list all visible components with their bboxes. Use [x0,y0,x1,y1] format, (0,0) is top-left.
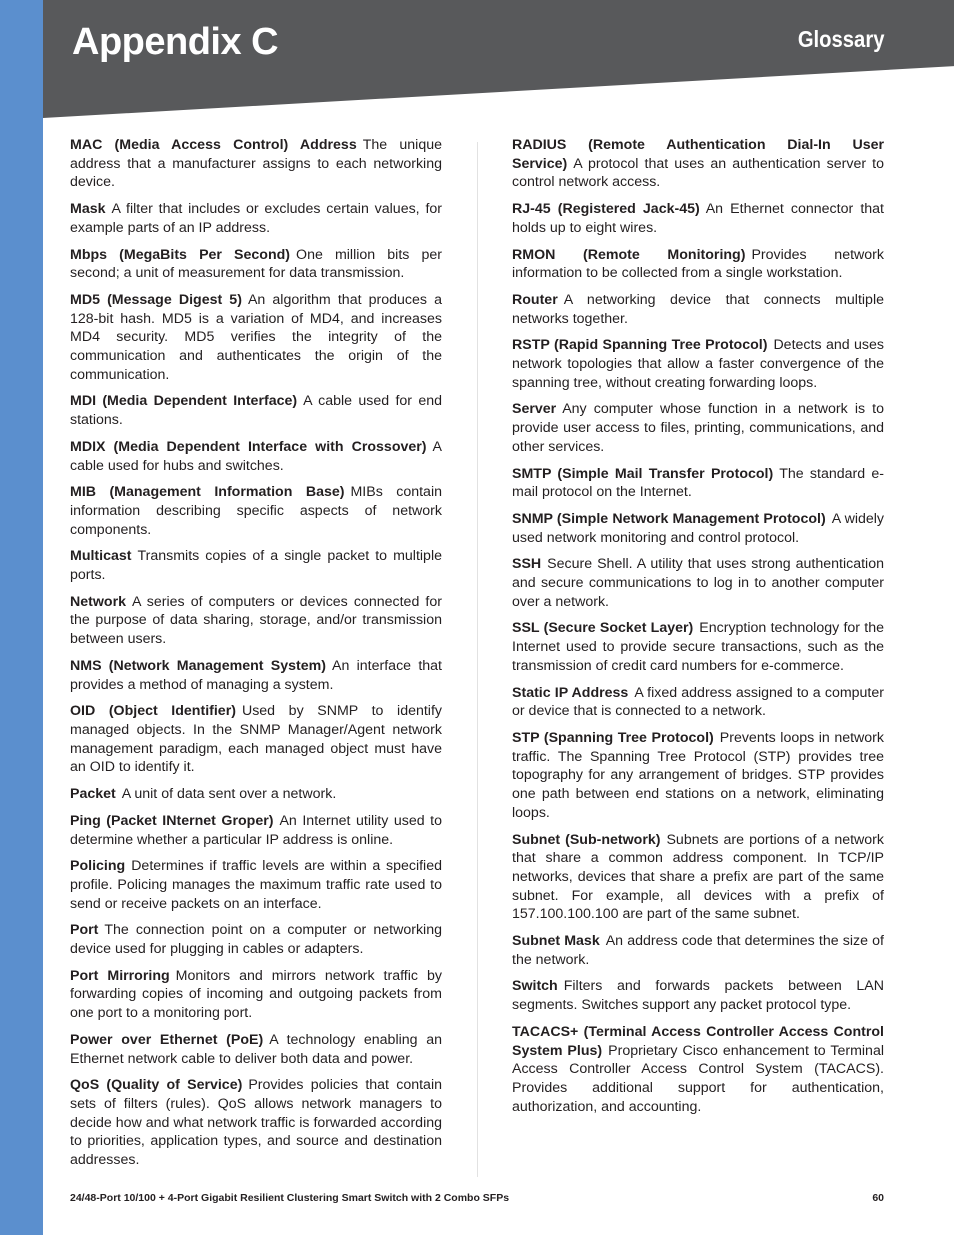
glossary-entry [512,246,884,283]
glossary-definition: Transmits copies of a single packet to multiple ports. [70,548,442,584]
glossary-term: MDI (Media Dependent Interface) [70,393,298,410]
glossary-term: Static IP Address [512,684,629,701]
glossary-definition: Used by SNMP to identify managed objects. In the SNMP Manager/Agent network management paradigm, each managed object must have an OID to identify it. [70,703,442,776]
glossary-definition: A cable used for hubs and switches. [70,438,442,474]
glossary-entry [512,932,884,969]
glossary-entry [512,510,884,547]
glossary-term: Port Mirroring [70,967,170,984]
glossary-definition: Prevents loops in network traffic. The Spanning Tree Protocol (STP) provides tree topography for any arrangement of bridges. STP provides one path between end stations on a network, eliminating loops. [512,729,885,821]
glossary-term: QoS (Quality of Service) [70,1077,243,1094]
glossary-entry [512,977,884,1014]
glossary-entry [70,1076,442,1170]
glossary-entry [70,593,442,649]
glossary-term: MD5 (Message Digest 5) [70,291,242,308]
glossary-definition: Any computer whose function in a network is to provide user access to files, printing, communications, and other services. [512,401,884,455]
glossary-entry [70,291,442,385]
glossary-definition: Determines if traffic levels are within a specified profile. Policing manages the maximum traffic rate used to send or receive packets on an interface. [70,858,442,912]
glossary-entry [512,684,884,721]
glossary-term: SNMP (Simple Network Management Protocol) [512,510,826,527]
glossary-definition: Detects and uses network topologies that allow a faster convergence of the spanning tree, without creating forwarding loops. [512,337,884,391]
glossary-definition: An interface that provides a method of managing a system. [70,657,442,693]
glossary-definition: An Ethernet connector that holds up to eight wires. [512,201,884,236]
glossary-definition: A filter that includes or excludes certain values, for example parts of an IP address. [70,201,442,236]
glossary-term: MIB (Management Information Base) [70,484,345,501]
glossary-term: Subnet Mask [512,933,600,950]
glossary-definition: Encryption technology for the Internet used to provide secure transactions, such as the transmission of credit card numbers for e-commerce. [512,620,884,674]
glossary-column-right [512,136,884,1124]
glossary-entry [512,831,884,925]
glossary-entry [512,200,884,237]
glossary-term: Router [512,291,558,308]
glossary-definition: A technology enabling an Ethernet network cable to deliver both data and power. [70,1031,442,1067]
glossary-entry [70,547,442,584]
glossary-entry [70,785,442,804]
glossary-term: Port [70,922,99,939]
glossary-entry [70,483,442,539]
glossary-entry [512,729,884,823]
glossary-term: Server [512,401,557,418]
glossary-definition: The standard e-mail protocol on the Internet. [512,465,884,501]
glossary-definition: Provides policies that contain sets of filters (rules). QoS allows network managers to decide how and what network traffic is forwarded according to priorities, application types, and source and destination addresses. [70,1077,442,1169]
glossary-entry [70,246,442,283]
glossary-entry [512,400,884,456]
glossary-entry [512,619,884,675]
glossary-term: Packet [70,786,116,803]
glossary-entry [70,657,442,694]
glossary-definition: A protocol that uses an authentication server to control network access. [512,155,884,191]
section-title: Glossary [797,26,884,52]
glossary-term: Subnet (Sub-network) [512,831,661,848]
glossary-term: Network [70,593,126,610]
glossary-term: NMS (Network Management System) [70,657,326,674]
glossary-term: SSH [512,556,542,573]
glossary-definition: An Internet utility used to determine whether a particular IP address is online. [70,812,443,848]
glossary-term: Mask [70,201,106,218]
glossary-definition: A networking device that connects multiple networks together. [512,291,884,327]
glossary-entry [512,1023,884,1117]
glossary-term: Policing [70,858,126,875]
glossary-term: Ping (Packet INternet Groper) [70,812,274,829]
glossary-entry [70,392,442,429]
glossary-term: Mbps (MegaBits Per Second) [70,246,291,263]
glossary-term: TACACS+ (Terminal Access Controller Access Control System Plus) [512,1023,884,1059]
glossary-definition: A widely used network monitoring and control protocol. [512,510,884,546]
footer-product-name: 24/48-Port 10/100 + 4-Port Gigabit Resilient Clustering Smart Switch with 2 Combo SFPs [70,1192,510,1204]
page-number: 60 [872,1192,884,1204]
glossary-entry [512,291,884,328]
glossary-definition: The connection point on a computer or networking device used for plugging in cables or adapters. [70,922,442,958]
glossary-term: MDIX (Media Dependent Interface with Crossover) [70,438,427,455]
glossary-entry [70,812,442,849]
glossary-term: OID (Object Identifier) [70,703,236,720]
glossary-definition: A series of computers or devices connected for the purpose of data sharing, storage, and/or transmission between users. [70,593,442,648]
glossary-entry [70,921,442,958]
glossary-entry [512,336,884,392]
glossary-term: RJ-45 (Registered Jack-45) [512,201,700,218]
glossary-definition: Secure Shell. A utility that uses strong authentication and secure communications to log in to another computer over a network. [512,556,884,610]
glossary-entry [512,555,884,611]
glossary-definition: Subnets are portions of a network that share a common address component. In TCP/IP networks, devices that share a prefix are part of the same subnet. For example, all devices with a prefix of 157.100.100.100 are part of the same subnet. [512,831,884,923]
glossary-term: RSTP (Rapid Spanning Tree Protocol) [512,337,768,354]
glossary-entry [70,136,442,192]
glossary-term: STP (Spanning Tree Protocol) [512,729,714,746]
glossary-definition: A cable used for end stations. [70,393,442,429]
page-title: Appendix C [72,21,279,63]
glossary-term: SSL (Secure Socket Layer) [512,620,694,637]
glossary-entry [70,967,442,1023]
glossary-entry [512,465,884,502]
glossary-column-left [70,136,442,1178]
glossary-entry [70,438,442,475]
side-accent-bar [0,0,43,1235]
glossary-definition: An address code that determines the size of the network. [512,933,884,968]
glossary-term: SMTP (Simple Mail Transfer Protocol) [512,465,774,482]
glossary-definition: Filters and forwards packets between LAN segments. Switches support any packet protocol type. [512,978,884,1014]
glossary-definition: Proprietary Cisco enhancement to Terminal Access Controller Access Control System (TACACS). Provides additional support for authentication, authorization, and accounting. [512,1042,884,1115]
glossary-term: Power over Ethernet (PoE) [70,1031,264,1048]
glossary-definition: One million bits per second; a unit of measurement for data transmission. [70,246,442,282]
glossary-definition: MIBs contain information describing specific aspects of network components. [70,484,442,538]
glossary-definition: The unique address that a manufacturer assigns to each networking device. [70,137,442,191]
glossary-definition: A unit of data sent over a network. [121,786,337,803]
glossary-entry [70,857,442,913]
glossary-entry [70,1031,442,1068]
glossary-definition: An algorithm that produces a 128-bit hash. MD5 is a variation of MD4, and increases MD4 security. MD5 verifies the integrity of the communication and authenticates the origin of the communication. [70,291,443,383]
glossary-term: RADIUS (Remote Authentication Dial-In User Service) [512,137,884,172]
glossary-definition: Provides network information to be collected from a single workstation. [512,246,884,282]
glossary-entry [70,702,442,777]
glossary-term: RMON (Remote Monitoring) [512,246,746,263]
column-divider [477,142,478,1177]
glossary-entry [70,200,442,237]
glossary-definition: Monitors and mirrors network traffic by forwarding copies of incoming and outgoing packets from one port to a monitoring port. [70,967,442,1022]
glossary-entry [512,136,884,192]
glossary-term: MAC (Media Access Control) Address [70,137,357,153]
glossary-term: Switch [512,978,558,995]
glossary-definition: A fixed address assigned to a computer or device that is connected to a network. [512,684,884,720]
glossary-term: Multicast [70,548,132,565]
